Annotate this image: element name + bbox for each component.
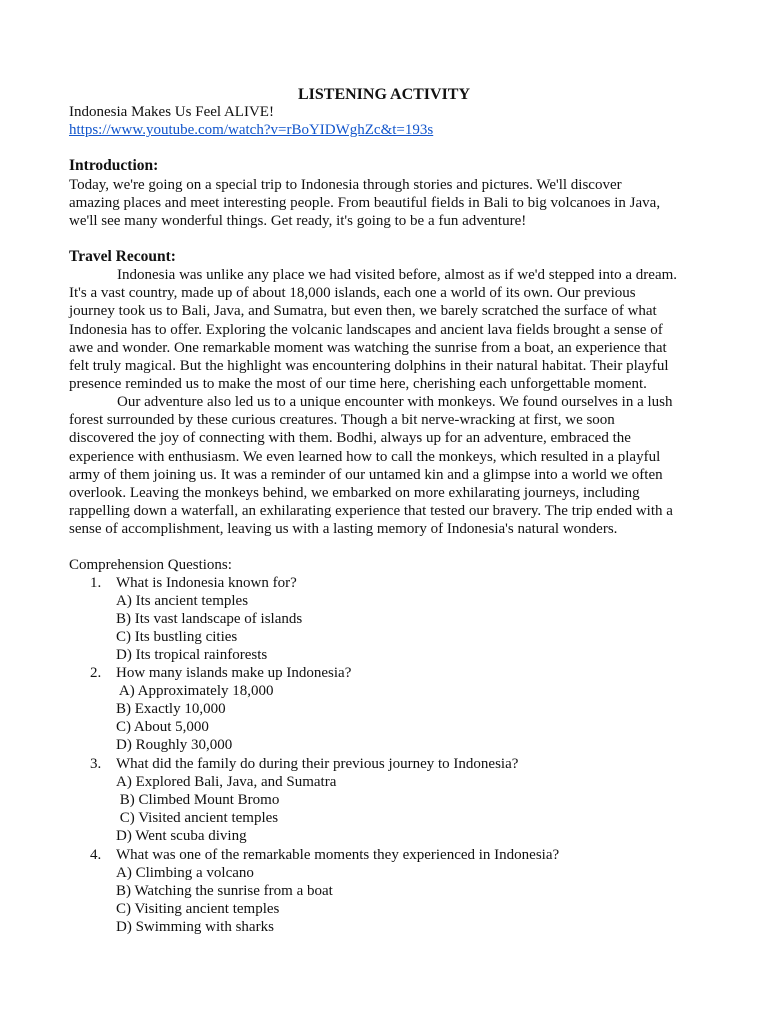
answer-option: B) Its vast landscape of islands — [116, 611, 303, 627]
answer-option: C) Visiting ancient temples — [116, 901, 280, 917]
question-number: 2. — [90, 665, 102, 681]
travel-recount-heading: Travel Recount: — [69, 248, 176, 265]
recount-paragraph-1 — [69, 266, 699, 393]
answer-option: D) Swimming with sharks — [116, 919, 274, 935]
text-line: forest surrounded by these curious creatures. Though a bit nerve-wracking at first, we soon — [69, 412, 615, 429]
text-line: experience with enthusiasm. We even learned how to call the monkeys, which resulted in a playful — [69, 448, 661, 465]
comprehension-heading: Comprehension Questions: — [69, 557, 232, 573]
answer-option: B) Exactly 10,000 — [116, 701, 226, 717]
introduction-paragraph — [69, 176, 699, 231]
question-text: What did the family do during their previous journey to Indonesia? — [116, 756, 519, 772]
question-3 — [90, 756, 518, 773]
answer-option: D) Its tropical rainforests — [116, 647, 268, 663]
question-number: 4. — [90, 847, 102, 863]
answer-option: A) Approximately 18,000 — [116, 683, 274, 699]
answer-option: A) Its ancient temples — [116, 593, 249, 609]
text-line: rappelling down a waterfall, an exhilarating experience that tested our bravery. The trip ended with a — [69, 503, 673, 520]
text-line: presence reminded us to make the most of our time here, cherishing each unforgettable moment. — [69, 376, 647, 393]
answer-option: A) Climbing a volcano — [116, 865, 254, 881]
question-text: How many islands make up Indonesia? — [116, 665, 352, 681]
text-line: Our adventure also led us to a unique encounter with monkeys. We found ourselves in a lush — [117, 394, 673, 410]
text-line: Indonesia was unlike any place we had visited before, almost as if we'd stepped into a dream. — [117, 267, 678, 283]
text-line: army of them joining us. It was a reminder of our untamed kin and a glimpse into a world we often — [69, 466, 663, 483]
question-number: 1. — [90, 575, 102, 591]
text-line: journey took us to Bali, Java, and Sumatra, but even then, we barely scratched the surface of what — [69, 303, 657, 320]
text-line: discovered the joy of connecting with them. Bodhi, always up for an adventure, embraced the — [69, 430, 631, 447]
question-text: What was one of the remarkable moments they experienced in Indonesia? — [116, 847, 560, 863]
introduction-heading: Introduction: — [69, 157, 159, 174]
answer-option: B) Watching the sunrise from a boat — [116, 883, 333, 899]
text-line: felt truly magical. But the highlight was encountering dolphins in their natural habitat. Their playful — [69, 358, 669, 375]
question-1 — [90, 575, 297, 592]
recount-paragraph-2 — [69, 393, 699, 539]
text-line: awe and wonder. One remarkable moment was watching the sunrise from a boat, an experience that — [69, 339, 667, 356]
question-text: What is Indonesia known for? — [116, 575, 297, 591]
answer-option: A) Explored Bali, Java, and Sumatra — [116, 774, 337, 790]
text-line: we'll see many wonderful things. Get ready, it's going to be a fun adventure! — [69, 213, 527, 230]
question-4 — [90, 847, 559, 864]
answer-option: C) About 5,000 — [116, 719, 209, 735]
answer-option: B) Climbed Mount Bromo — [116, 792, 280, 808]
answer-option: C) Visited ancient temples — [116, 810, 279, 826]
answer-option: D) Roughly 30,000 — [116, 737, 233, 753]
text-line: amazing places and meet interesting people. From beautiful fields in Bali to big volcanoes in Java, — [69, 195, 661, 212]
text-line: It's a vast country, made up of about 18,000 islands, each one a world of its own. Our previous — [69, 285, 636, 302]
question-number: 3. — [90, 756, 102, 772]
answer-option: D) Went scuba diving — [116, 828, 247, 844]
text-line: sense of accomplishment, leaving us with a lasting memory of Indonesia's natural wonders. — [69, 521, 618, 538]
text-line: overlook. Leaving the monkeys behind, we embarked on more exhilarating journeys, including — [69, 485, 640, 502]
question-2 — [90, 665, 351, 682]
text-line: Indonesia has to offer. Exploring the volcanic landscapes and ancient lava fields brought a sense of — [69, 321, 663, 338]
text-line: Today, we're going on a special trip to Indonesia through stories and pictures. We'll discover — [69, 177, 622, 193]
page-title: LISTENING ACTIVITY — [297, 86, 471, 103]
youtube-link[interactable]: https://www.youtube.com/watch?v=rBoYIDWghZc&t=193s — [69, 122, 434, 138]
subtitle: Indonesia Makes Us Feel ALIVE! — [69, 104, 274, 120]
answer-option: C) Its bustling cities — [116, 629, 238, 645]
